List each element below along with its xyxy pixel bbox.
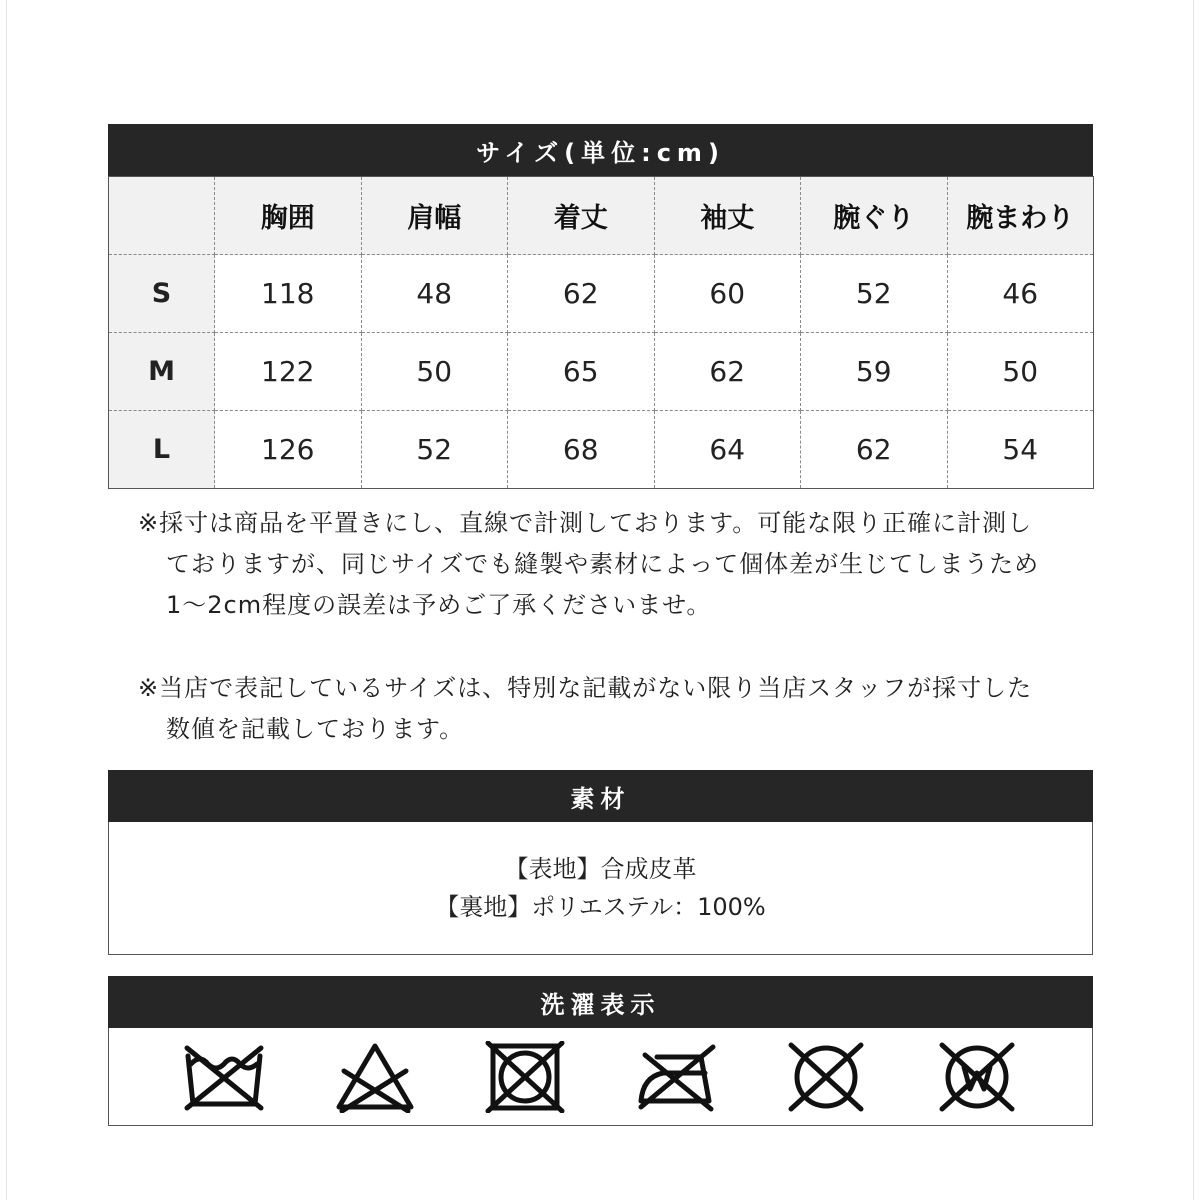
size-table-header-row (109, 177, 1094, 255)
table-cell: 46 (947, 255, 1094, 333)
table-cell: 59 (801, 333, 948, 411)
no-wet-clean-icon (936, 1041, 1018, 1113)
table-row (109, 255, 1094, 333)
table-cell: 62 (801, 411, 948, 489)
size-table (108, 176, 1094, 489)
no-iron-icon (635, 1041, 717, 1113)
table-cell: 50 (947, 333, 1094, 411)
material-title: 素材 (108, 770, 1093, 822)
corner-cell (109, 177, 215, 255)
size-table-title: サイズ(単位:cm) (108, 124, 1093, 176)
care-title: 洗濯表示 (108, 976, 1093, 1028)
right-frame-line (1193, 0, 1194, 1200)
note-line: ※採寸は商品を平置きにし、直線で計測しております。可能な限り正確に計測し (138, 509, 1033, 537)
staff-measurement-note (138, 668, 1032, 750)
no-wash-icon (183, 1041, 265, 1113)
note-line: 数値を記載しております。 (166, 715, 465, 743)
table-cell: 52 (801, 255, 948, 333)
column-header: 腕まわり (947, 177, 1094, 255)
table-cell: 68 (508, 411, 655, 489)
note-line: ※当店で表記しているサイズは、特別な記載がない限り当店スタッフが採寸した (138, 674, 1033, 702)
table-cell: 126 (215, 411, 362, 489)
size-label: L (109, 411, 215, 489)
column-header: 袖丈 (654, 177, 801, 255)
table-row (109, 333, 1094, 411)
table-cell: 64 (654, 411, 801, 489)
no-tumble-dry-icon (484, 1041, 566, 1113)
table-cell: 118 (215, 255, 362, 333)
table-cell: 62 (654, 333, 801, 411)
table-cell: 54 (947, 411, 1094, 489)
column-header: 肩幅 (361, 177, 508, 255)
care-symbols-row (109, 1028, 1092, 1125)
column-header: 腕ぐり (801, 177, 948, 255)
left-frame-line (6, 0, 7, 1200)
note-line: 1～2cm程度の誤差は予めご了承くださいませ。 (166, 591, 712, 619)
table-cell: 122 (215, 333, 362, 411)
table-cell: 65 (508, 333, 655, 411)
measurement-note (138, 503, 1039, 626)
table-row (109, 411, 1094, 489)
table-cell: 50 (361, 333, 508, 411)
size-label: M (109, 333, 215, 411)
outer-material: 【表地】合成皮革 (504, 855, 697, 883)
table-cell: 60 (654, 255, 801, 333)
table-cell: 48 (361, 255, 508, 333)
care-symbols-box (108, 1028, 1093, 1126)
no-bleach-icon (334, 1041, 416, 1113)
no-dry-clean-icon (785, 1041, 867, 1113)
table-cell: 52 (361, 411, 508, 489)
column-header: 胸囲 (215, 177, 362, 255)
note-line: ておりますが、同じサイズでも縫製や素材によって個体差が生じてしまうため (166, 550, 1040, 578)
table-cell: 62 (508, 255, 655, 333)
lining-material: 【裏地】ポリエステル：100% (435, 893, 766, 921)
size-label: S (109, 255, 215, 333)
material-box (108, 822, 1093, 955)
column-header: 着丈 (508, 177, 655, 255)
